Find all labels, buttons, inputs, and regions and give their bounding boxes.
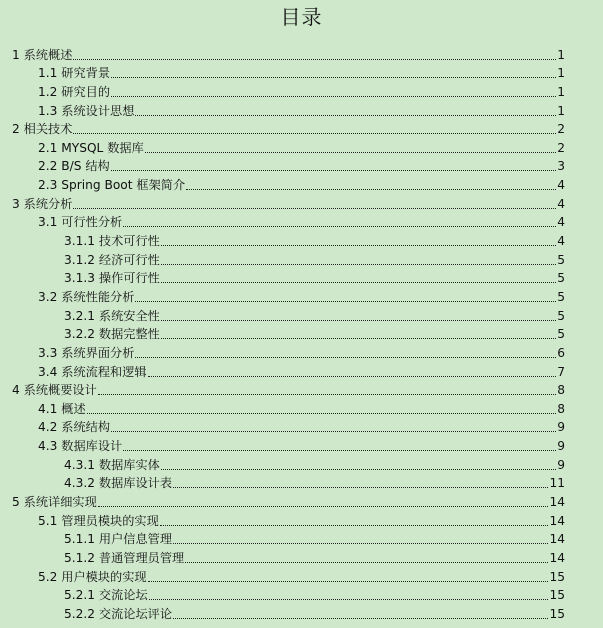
toc-entry-label: 4 系统概要设计 [12, 383, 97, 398]
dot-leader [73, 208, 556, 209]
dot-leader [173, 487, 548, 488]
toc-entry-label: 2.3 Spring Boot 框架简介 [38, 178, 186, 193]
dot-leader [123, 450, 556, 451]
toc-entry-page: 2 [557, 140, 565, 155]
toc-entry-label: 5.1.1 用户信息管理 [64, 532, 173, 547]
toc-entry[interactable] [0, 212, 603, 231]
toc-entry-page: 9 [557, 439, 565, 454]
dot-leader [111, 431, 556, 432]
toc-entry[interactable] [0, 510, 603, 529]
toc-entry-page: 5 [557, 289, 565, 304]
toc-entry[interactable] [0, 230, 603, 249]
dot-leader [145, 152, 556, 153]
dot-leader [87, 413, 557, 414]
table-of-contents [0, 44, 603, 622]
toc-entry-label: 2 相关技术 [12, 122, 73, 137]
toc-entry-page: 4 [557, 234, 565, 249]
toc-entry-page: 1 [557, 84, 565, 99]
toc-entry[interactable] [0, 603, 603, 622]
toc-entry-label: 3 系统分析 [12, 196, 73, 211]
toc-entry-page: 9 [557, 457, 565, 472]
toc-entry-page: 4 [557, 215, 565, 230]
dot-leader [186, 189, 556, 190]
toc-entry[interactable] [0, 398, 603, 417]
toc-entry-page: 2 [557, 122, 565, 137]
toc-entry-page: 1 [557, 47, 565, 62]
toc-entry[interactable] [0, 137, 603, 156]
toc-entry-page: 15 [549, 606, 565, 621]
dot-leader [73, 133, 556, 134]
toc-entry[interactable] [0, 417, 603, 436]
toc-entry[interactable] [0, 324, 603, 343]
toc-entry[interactable] [0, 547, 603, 566]
toc-entry-page: 14 [549, 513, 565, 528]
toc-entry-label: 4.1 概述 [38, 401, 86, 416]
toc-entry[interactable] [0, 435, 603, 454]
toc-entry-label: 3.1.2 经济可行性 [64, 252, 160, 267]
toc-entry-page: 7 [557, 364, 565, 379]
dot-leader [98, 394, 556, 395]
dot-leader [111, 170, 557, 171]
toc-entry-page: 5 [557, 308, 565, 323]
dot-leader [161, 282, 556, 283]
toc-entry[interactable] [0, 174, 603, 193]
dot-leader [73, 59, 556, 60]
toc-entry-label: 2.1 MYSQL 数据库 [38, 140, 144, 155]
toc-entry-page: 1 [557, 103, 565, 118]
dot-leader [123, 226, 556, 227]
toc-entry[interactable] [0, 44, 603, 63]
toc-entry-page: 14 [549, 550, 565, 565]
toc-entry-page: 15 [549, 588, 565, 603]
dot-leader [173, 543, 548, 544]
toc-entry-label: 3.2 系统性能分析 [38, 289, 135, 304]
toc-entry-label: 4.3.2 数据库设计表 [64, 476, 173, 491]
dot-leader [173, 618, 548, 619]
toc-entry[interactable] [0, 566, 603, 585]
dot-leader [149, 599, 549, 600]
toc-entry-label: 5.2 用户模块的实现 [38, 569, 147, 584]
toc-entry-label: 3.1.1 技术可行性 [64, 234, 160, 249]
toc-entry-label: 3.2.1 系统安全性 [64, 308, 160, 323]
dot-leader [161, 264, 556, 265]
dot-leader [111, 77, 556, 78]
toc-entry[interactable] [0, 156, 603, 175]
toc-entry-label: 3.4 系统流程和逻辑 [38, 364, 147, 379]
toc-entry-label: 4.3 数据库设计 [38, 439, 123, 454]
toc-entry-label: 1.2 研究目的 [38, 84, 111, 99]
toc-entry[interactable] [0, 268, 603, 287]
dot-leader [148, 581, 549, 582]
toc-entry[interactable] [0, 63, 603, 82]
toc-entry[interactable] [0, 454, 603, 473]
toc-entry-page: 15 [549, 569, 565, 584]
toc-entry-page: 14 [549, 532, 565, 547]
dot-leader [161, 469, 556, 470]
toc-entry-label: 5.1.2 普通管理员管理 [64, 550, 185, 565]
toc-entry-page: 8 [557, 383, 565, 398]
dot-leader [111, 96, 556, 97]
dot-leader [148, 376, 557, 377]
toc-entry-label: 3.2.2 数据完整性 [64, 327, 160, 342]
dot-leader [135, 357, 556, 358]
toc-entry-label: 4.2 系统结构 [38, 420, 111, 435]
toc-entry-page: 6 [557, 345, 565, 360]
toc-entry[interactable] [0, 380, 603, 399]
dot-leader [98, 506, 549, 507]
dot-leader [135, 301, 556, 302]
toc-entry-label: 2.2 B/S 结构 [38, 159, 110, 174]
toc-entry-label: 4.3.1 数据库实体 [64, 457, 160, 472]
toc-entry-page: 11 [549, 476, 565, 491]
toc-entry-label: 5 系统详细实现 [12, 495, 97, 510]
toc-entry-page: 1 [557, 66, 565, 81]
toc-entry[interactable] [0, 342, 603, 361]
toc-entry-label: 3.1 可行性分析 [38, 215, 123, 230]
toc-entry[interactable] [0, 491, 603, 510]
toc-entry[interactable] [0, 585, 603, 604]
toc-entry-label: 3.1.3 操作可行性 [64, 271, 160, 286]
toc-entry-page: 5 [557, 327, 565, 342]
toc-entry-page: 8 [557, 401, 565, 416]
dot-leader [161, 338, 556, 339]
toc-entry-page: 4 [557, 178, 565, 193]
toc-entry-label: 1.1 研究背景 [38, 66, 111, 81]
toc-entry[interactable] [0, 81, 603, 100]
toc-entry-page: 5 [557, 252, 565, 267]
toc-entry[interactable] [0, 119, 603, 138]
toc-entry[interactable] [0, 361, 603, 380]
toc-entry[interactable] [0, 100, 603, 119]
page-title: 目录 [280, 5, 323, 29]
toc-entry-page: 14 [549, 495, 565, 510]
toc-entry[interactable] [0, 305, 603, 324]
dot-leader [161, 245, 556, 246]
dot-leader [161, 320, 556, 321]
toc-entry[interactable] [0, 249, 603, 268]
dot-leader [185, 562, 548, 563]
toc-entry[interactable] [0, 193, 603, 212]
toc-entry-label: 1.3 系统设计思想 [38, 103, 135, 118]
toc-entry-page: 9 [557, 420, 565, 435]
toc-entry[interactable] [0, 286, 603, 305]
toc-entry[interactable] [0, 473, 603, 492]
toc-entry-page: 5 [557, 271, 565, 286]
toc-entry-page: 4 [557, 196, 565, 211]
dot-leader [160, 525, 549, 526]
toc-entry-label: 5.1 管理员模块的实现 [38, 513, 159, 528]
dot-leader [135, 115, 556, 116]
toc-entry-page: 3 [557, 159, 565, 174]
toc-entry-label: 5.2.1 交流论坛 [64, 588, 148, 603]
toc-entry-label: 1 系统概述 [12, 47, 73, 62]
toc-entry-label: 5.2.2 交流论坛评论 [64, 606, 173, 621]
toc-entry[interactable] [0, 529, 603, 548]
toc-entry-label: 3.3 系统界面分析 [38, 345, 135, 360]
